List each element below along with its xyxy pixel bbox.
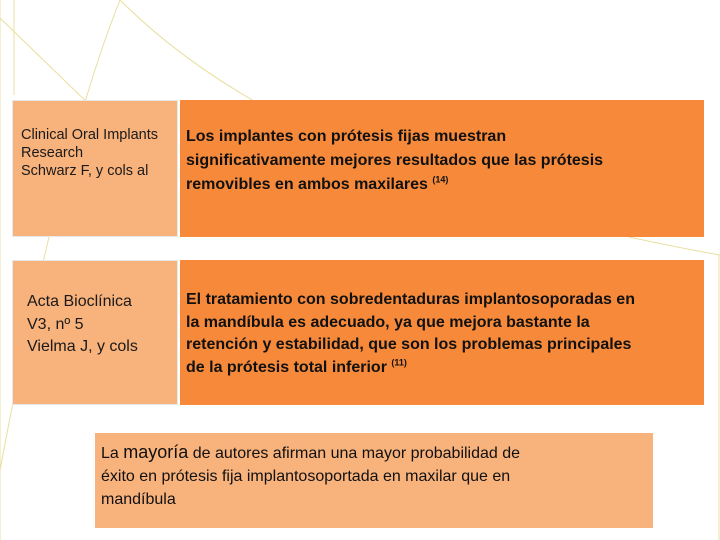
conclusion-box bbox=[95, 433, 653, 528]
finding-line: significativamente mejores resultados que las prótesis bbox=[186, 152, 604, 169]
finding-cell-2 bbox=[178, 260, 704, 405]
finding-line: removibles en ambos maxilares $^{(14)}$ bbox=[186, 174, 449, 193]
finding-line: El tratamiento con sobredentaduras implantosoporadas en bbox=[186, 291, 635, 308]
finding-line: retención y estabilidad, que son los problemas principales bbox=[186, 336, 632, 353]
source-journal: Clinical Oral Implants bbox=[21, 127, 158, 143]
finding-line: Los implantes con prótesis fijas muestran bbox=[186, 128, 507, 145]
finding-line: la mandíbula es adecuado, ya que mejora bastante la bbox=[186, 313, 590, 331]
source-authors: Schwarz F, y cols al bbox=[21, 163, 149, 179]
finding-line: de la prótesis total inferior $^{(11)}$ bbox=[186, 357, 407, 376]
study-row-1 bbox=[12, 100, 704, 237]
reference-marker: (14) bbox=[432, 174, 449, 185]
source-volume: V3, nº 5 bbox=[27, 315, 84, 333]
study-row-2 bbox=[12, 260, 704, 405]
source-cell-2 bbox=[12, 260, 178, 405]
conclusion-line: éxito en prótesis fija implantosoportada en maxilar que en bbox=[101, 468, 511, 485]
source-authors: Vielma J, y cols bbox=[27, 338, 138, 355]
source-journal: Acta Bioclínica bbox=[27, 293, 132, 310]
finding-cell-1 bbox=[178, 100, 704, 237]
reference-marker: (11) bbox=[391, 357, 407, 368]
conclusion-line: mandíbula bbox=[101, 491, 176, 508]
source-journal-cont: Research bbox=[21, 145, 84, 161]
source-cell-1 bbox=[12, 100, 178, 237]
conclusion-line: La mayoría de autores afirman una mayor probabilidad de bbox=[101, 442, 521, 462]
